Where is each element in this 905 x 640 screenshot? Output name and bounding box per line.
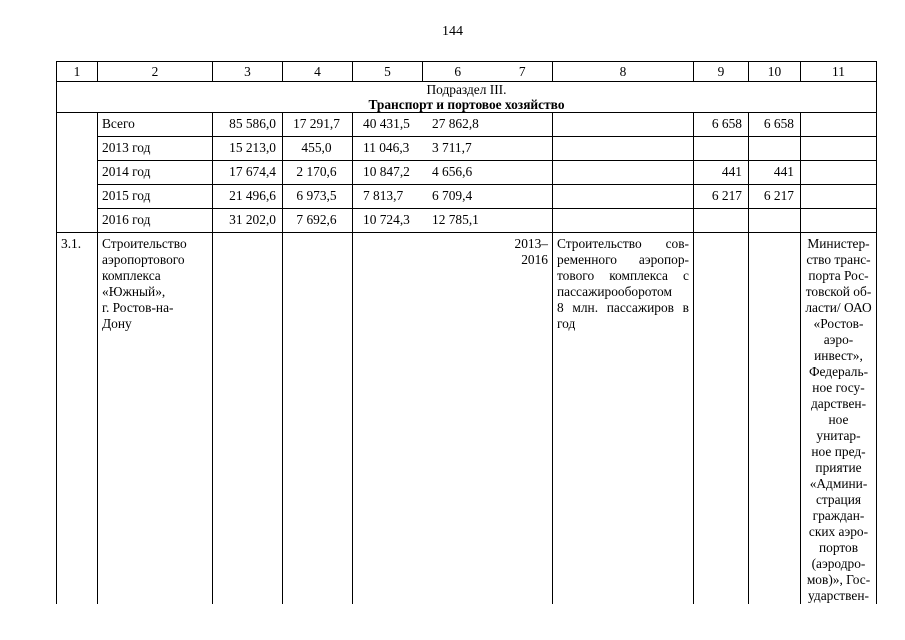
cell-regional: 7 813,7 — [363, 188, 404, 203]
cell-federal: 7 692,6 — [283, 209, 353, 233]
item-executor-line: ное пред- — [811, 444, 866, 459]
page-number: 144 — [442, 24, 463, 39]
item-period — [353, 233, 553, 605]
cell-result — [553, 185, 694, 209]
row-label: 2014 год — [98, 161, 213, 185]
item-executor-line: Министер- — [807, 236, 870, 251]
item-result-line: год — [557, 316, 576, 331]
item-executor-line: страция — [815, 492, 862, 507]
item-executor-line: товской об- — [805, 284, 872, 299]
header-col-9: 9 — [694, 62, 749, 82]
item-executor-line: аэро- — [823, 332, 854, 347]
cell-executor — [801, 161, 877, 185]
item-name-line: «Южный», — [102, 284, 166, 299]
item-executor-line: «Ростов- — [813, 316, 864, 331]
header-col-6: 6 — [423, 62, 493, 82]
cell-regional: 10 847,2 — [363, 164, 410, 179]
table-row — [57, 185, 877, 209]
cell-regional-local — [353, 113, 553, 137]
cell-col10: 441 — [749, 161, 801, 185]
header-col-2: 2 — [98, 62, 213, 82]
item-executor-line: ное унитар- — [816, 412, 861, 443]
cell-local: 27 862,8 — [432, 116, 479, 131]
cell-result — [553, 113, 694, 137]
item-executor-line: ное госу- — [812, 380, 865, 395]
header-col-4: 4 — [283, 62, 353, 82]
cell-regional-local — [353, 209, 553, 233]
empty-number-cell — [57, 113, 98, 233]
item-period-line: 2013– — [514, 236, 548, 251]
subsection-title: Транспорт и портовое хозяйство — [368, 97, 565, 112]
item-executor-line: ство транс- — [806, 252, 871, 267]
subsection-heading — [57, 82, 877, 113]
item-cell-4 — [283, 233, 353, 605]
item-executor-line: дарствен- — [810, 396, 867, 411]
item-result-line: тового комплекса с — [557, 268, 689, 283]
cell-executor — [801, 209, 877, 233]
table-row — [57, 161, 877, 185]
item-executor-line: мов)», Гос- — [806, 572, 871, 587]
cell-regional-local — [353, 185, 553, 209]
item-executor-line: приятие — [815, 460, 862, 475]
cell-regional-local — [353, 137, 553, 161]
header-col-10: 10 — [749, 62, 801, 82]
cell-regional: 10 724,3 — [363, 212, 410, 227]
header-col-8: 8 — [553, 62, 694, 82]
cell-col10 — [749, 209, 801, 233]
subsection-label: Подраздел III. — [426, 82, 507, 97]
header-col-1: 1 — [57, 62, 98, 82]
cell-federal: 455,0 — [283, 137, 353, 161]
cell-result — [553, 161, 694, 185]
item-name-line: Дону — [102, 316, 132, 331]
table-row — [57, 113, 877, 137]
row-label: 2016 год — [98, 209, 213, 233]
cell-col9: 6 217 — [694, 185, 749, 209]
cell-total: 31 202,0 — [213, 209, 283, 233]
item-cell-9 — [694, 233, 749, 605]
item-number: 3.1. — [57, 233, 98, 605]
item-cell-3 — [213, 233, 283, 605]
item-name-line: комплекса — [102, 268, 161, 283]
item-result-line: пассажирооборотом — [557, 284, 672, 299]
cell-col10: 6 658 — [749, 113, 801, 137]
item-executor-line: «Админи- — [809, 476, 868, 491]
cell-federal: 6 973,5 — [283, 185, 353, 209]
item-cell-10 — [749, 233, 801, 605]
cell-regional: 11 046,3 — [363, 140, 410, 155]
item-executor-line: ударствен- — [808, 588, 869, 603]
item-executor-line: портов — [818, 540, 859, 555]
table-row — [57, 209, 877, 233]
item-executor-line: ских аэро- — [808, 524, 869, 539]
cell-total: 85 586,0 — [213, 113, 283, 137]
cell-col10: 6 217 — [749, 185, 801, 209]
cell-executor — [801, 137, 877, 161]
item-executor-line: граждан- — [812, 508, 865, 523]
item-executor-line: Федераль- — [808, 364, 869, 379]
cell-local: 12 785,1 — [432, 212, 479, 227]
row-label: 2013 год — [98, 137, 213, 161]
cell-federal: 2 170,6 — [283, 161, 353, 185]
cell-result — [553, 137, 694, 161]
header-col-7: 7 — [493, 62, 553, 82]
item-name-line: г. Ростов-на- — [102, 300, 174, 315]
cell-total: 15 213,0 — [213, 137, 283, 161]
cell-col9: 441 — [694, 161, 749, 185]
item-result-line: 8 млн. пассажиров в — [557, 300, 689, 315]
cell-local: 4 656,6 — [432, 164, 473, 179]
header-col-5: 5 — [353, 62, 423, 82]
cell-col9 — [694, 209, 749, 233]
subsection-row — [57, 82, 877, 113]
item-executor-line: порта Рос- — [808, 268, 869, 283]
cell-local: 6 709,4 — [432, 188, 473, 203]
item-name-line: аэропортового — [102, 252, 185, 267]
row-label: 2015 год — [98, 185, 213, 209]
cell-regional: 40 431,5 — [363, 116, 410, 131]
item-result — [553, 233, 694, 605]
item-name — [98, 233, 213, 605]
cell-col9 — [694, 137, 749, 161]
item-name-line: Строительство — [102, 236, 187, 251]
table-row — [57, 137, 877, 161]
row-label: Всего — [98, 113, 213, 137]
cell-result — [553, 209, 694, 233]
program-table — [56, 61, 877, 604]
cell-regional-local — [353, 161, 553, 185]
item-result-line: Строительство сов- — [557, 236, 689, 251]
cell-executor — [801, 113, 877, 137]
item-result-line: ременного аэропор- — [557, 252, 689, 267]
header-row — [57, 62, 877, 82]
cell-federal: 17 291,7 — [283, 113, 353, 137]
item-executor — [801, 233, 877, 605]
item-executor-line: инвест», — [814, 348, 863, 363]
cell-local: 3 711,7 — [432, 140, 472, 155]
header-col-3: 3 — [213, 62, 283, 82]
cell-total: 17 674,4 — [213, 161, 283, 185]
cell-col10 — [749, 137, 801, 161]
item-executor-line: ласти/ ОАО — [805, 300, 872, 315]
cell-executor — [801, 185, 877, 209]
cell-total: 21 496,6 — [213, 185, 283, 209]
header-col-11: 11 — [801, 62, 877, 82]
item-period-line: 2016 — [521, 252, 548, 267]
item-executor-line: (аэродро- — [811, 556, 866, 571]
item-row — [57, 233, 877, 605]
cell-col9: 6 658 — [694, 113, 749, 137]
